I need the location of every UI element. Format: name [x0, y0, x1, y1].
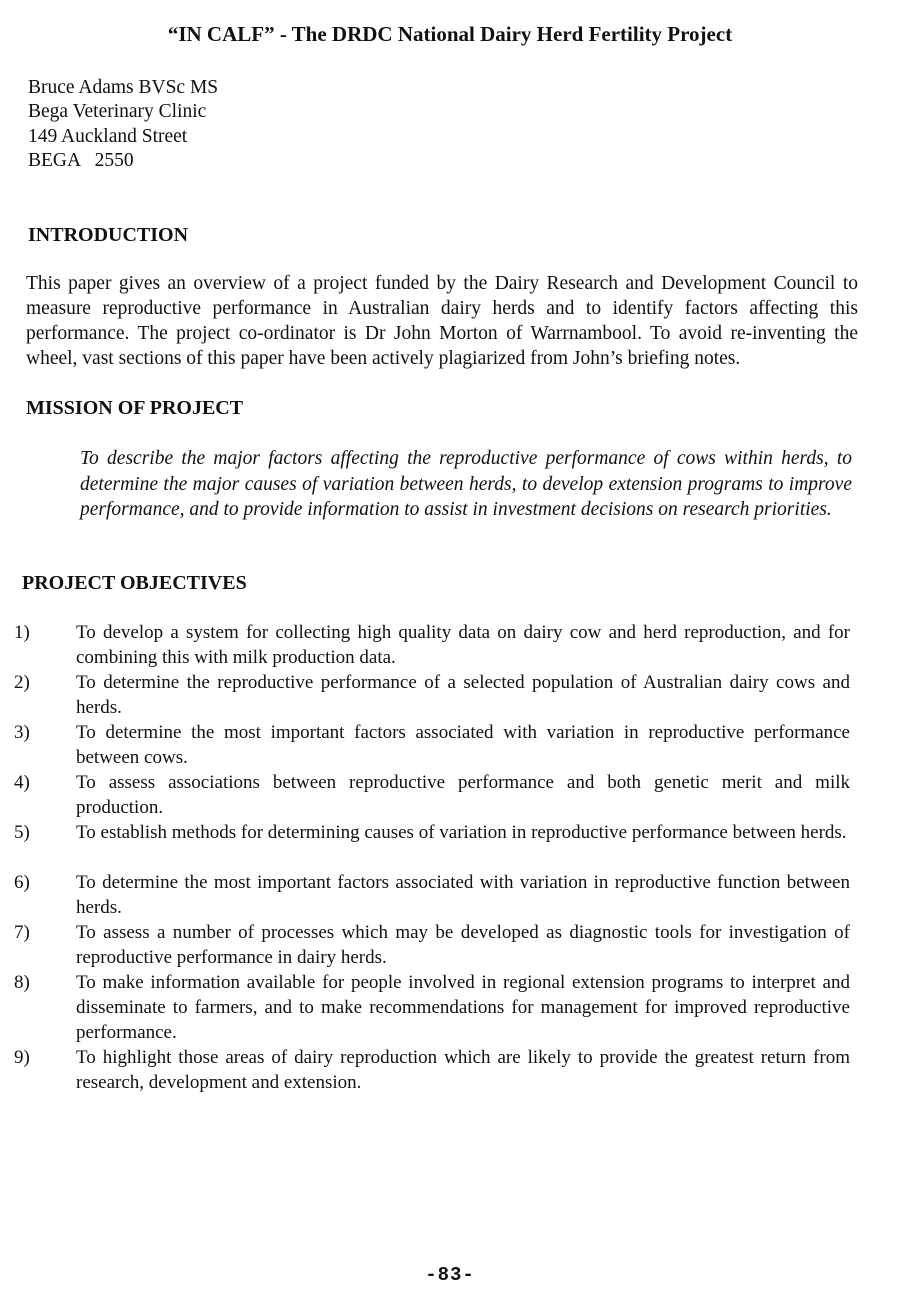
objective-text: To determine the most important factors associated with variation in reproductive function between herds.	[76, 872, 850, 918]
objective-text: To assess a number of processes which may be developed as diagnostic tools for investigation of reproductive performance in dairy herds.	[76, 922, 850, 968]
objectives-heading: PROJECT OBJECTIVES	[22, 572, 247, 594]
objective-text: To make information available for people involved in regional extension programs to interpret and disseminate to farmers, and to make recommendations for management for improved reproductive performance.	[76, 972, 850, 1043]
objective-text: To highlight those areas of dairy reproduction which are likely to provide the greatest return from research, development and extension.	[76, 1047, 850, 1093]
objective-text: To develop a system for collecting high quality data on dairy cow and herd reproduction, and for combining this with milk production data.	[76, 622, 850, 668]
introduction-heading: INTRODUCTION	[28, 224, 189, 246]
objective-text: To determine the most important factors associated with variation in reproductive performance between cows.	[76, 722, 850, 768]
objective-text: To assess associations between reproductive performance and both genetic merit and milk production.	[76, 772, 850, 818]
author-address	[28, 76, 218, 173]
author-town: BEGA 2550	[28, 149, 134, 171]
objective-number: 8)	[14, 972, 30, 993]
author-clinic: Bega Veterinary Clinic	[28, 101, 207, 123]
introduction-text: This paper gives an overview of a project funded by the Dairy Research and Development Council to measure reproductive performance in Australian dairy herds and to identify factors affecting this performance. The project co-ordinator is Dr John Morton of Warrnambool. To avoid re-inventing the wheel, vast sections of this paper have been actively plagiarized from John’s briefing notes.	[26, 273, 858, 369]
mission-text: To describe the major factors affecting the reproductive performance of cows within herds, to determine the major causes of variation between herds, to develop extension programs to improve performance, and to provide information to assist in investment decisions on research priorities.	[80, 448, 852, 520]
objective-number: 4)	[14, 772, 30, 793]
page-title: “IN CALF” - The DRDC National Dairy Herd Fertility Project	[167, 22, 733, 46]
author-name: Bruce Adams BVSc MS	[28, 77, 219, 98]
objective-number: 2)	[14, 672, 30, 693]
mission-heading: MISSION OF PROJECT	[26, 397, 244, 419]
page-number: -83-	[425, 1264, 475, 1286]
objective-text: To establish methods for determining causes of variation in reproductive performance between herds.	[76, 822, 847, 843]
objective-number: 7)	[14, 922, 30, 943]
objective-number: 1)	[14, 622, 30, 643]
objective-text: To determine the reproductive performance of a selected population of Australian dairy cows and herds.	[76, 672, 850, 718]
objective-number: 5)	[14, 822, 30, 843]
objective-number: 3)	[14, 722, 30, 743]
author-street: 149 Auckland Street	[28, 125, 188, 147]
objective-number: 6)	[14, 872, 30, 893]
objective-number: 9)	[14, 1047, 30, 1068]
